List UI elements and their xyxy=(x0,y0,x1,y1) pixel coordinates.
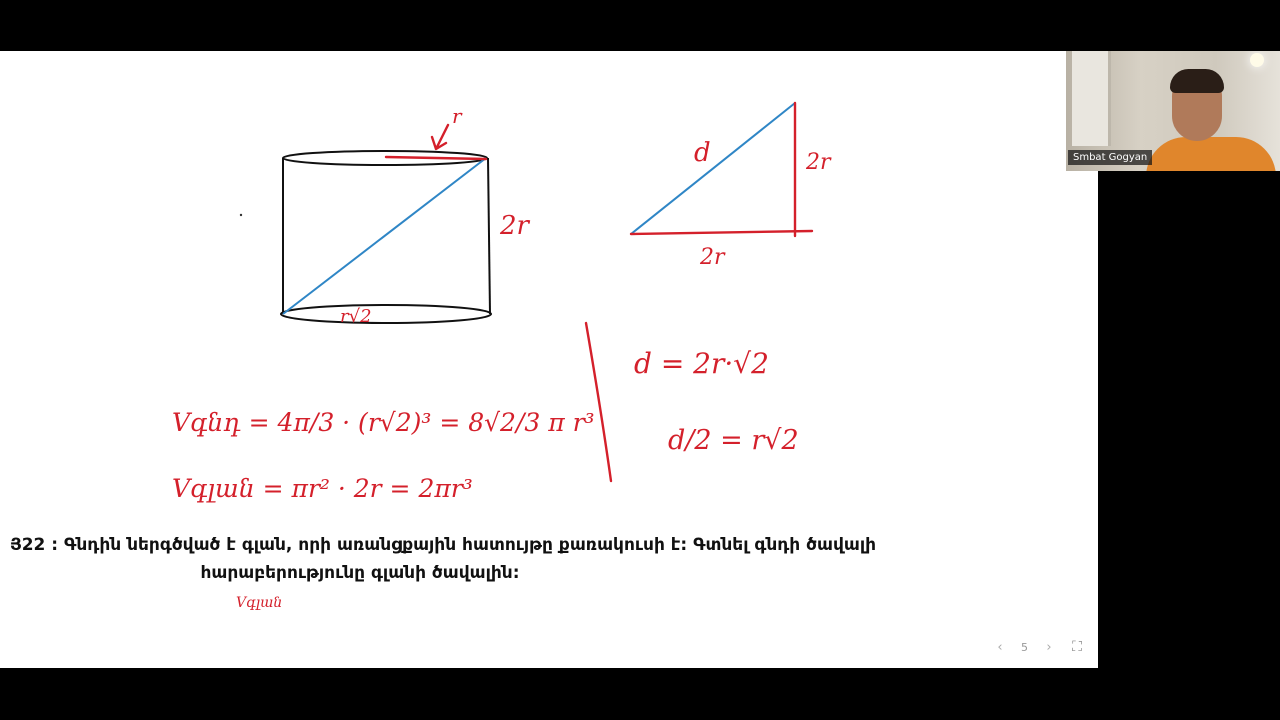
bottom-note: Vգլան xyxy=(236,595,283,611)
diagonal-equation: d = 2r·√2 xyxy=(634,347,769,380)
base-note: r√2 xyxy=(340,306,372,327)
participant-body xyxy=(1146,137,1276,171)
sphere-volume-equation: Vգնդ = 4π/3 · (r√2)³ = 8√2/3 π r³ xyxy=(172,408,595,437)
triangle-base-label: 2r xyxy=(700,245,725,270)
hypotenuse-label: d xyxy=(694,138,711,168)
radius-label: r xyxy=(452,104,462,128)
problem-line-2: հարաբերությունը գլանի ծավալին: xyxy=(200,563,520,583)
problem-statement xyxy=(10,531,1010,587)
slide-pager xyxy=(993,640,1084,654)
problem-line-1: Յ22 : Գնդին ներգծված է գլան, որի առանցքային հատույթը քառակուսի է: Գտնել գնդի ծավալի xyxy=(10,535,877,555)
triangle-hypotenuse xyxy=(631,103,795,234)
fullscreen-icon[interactable]: ⛶ xyxy=(1072,639,1082,655)
triangle-figure xyxy=(631,103,832,270)
height-label: 2r xyxy=(500,211,529,241)
triangle-height-label: 2r xyxy=(806,150,831,175)
cylinder-volume-equation: Vգլան = πr² · 2r = 2πr³ xyxy=(172,474,473,503)
cylinder-figure xyxy=(281,104,531,327)
half-diagonal-equation: d/2 = r√2 xyxy=(668,425,799,456)
cylinder-diagonal xyxy=(283,158,486,314)
chevron-left-icon[interactable]: ‹ xyxy=(997,639,1003,655)
presentation-slide xyxy=(0,51,1098,668)
page-number: 5 xyxy=(1021,640,1028,654)
participant-name-tag: Smbat Gogyan xyxy=(1068,150,1152,165)
participant-video[interactable] xyxy=(1066,51,1280,171)
separator-stroke xyxy=(586,323,611,481)
chevron-right-icon[interactable]: › xyxy=(1046,639,1052,655)
